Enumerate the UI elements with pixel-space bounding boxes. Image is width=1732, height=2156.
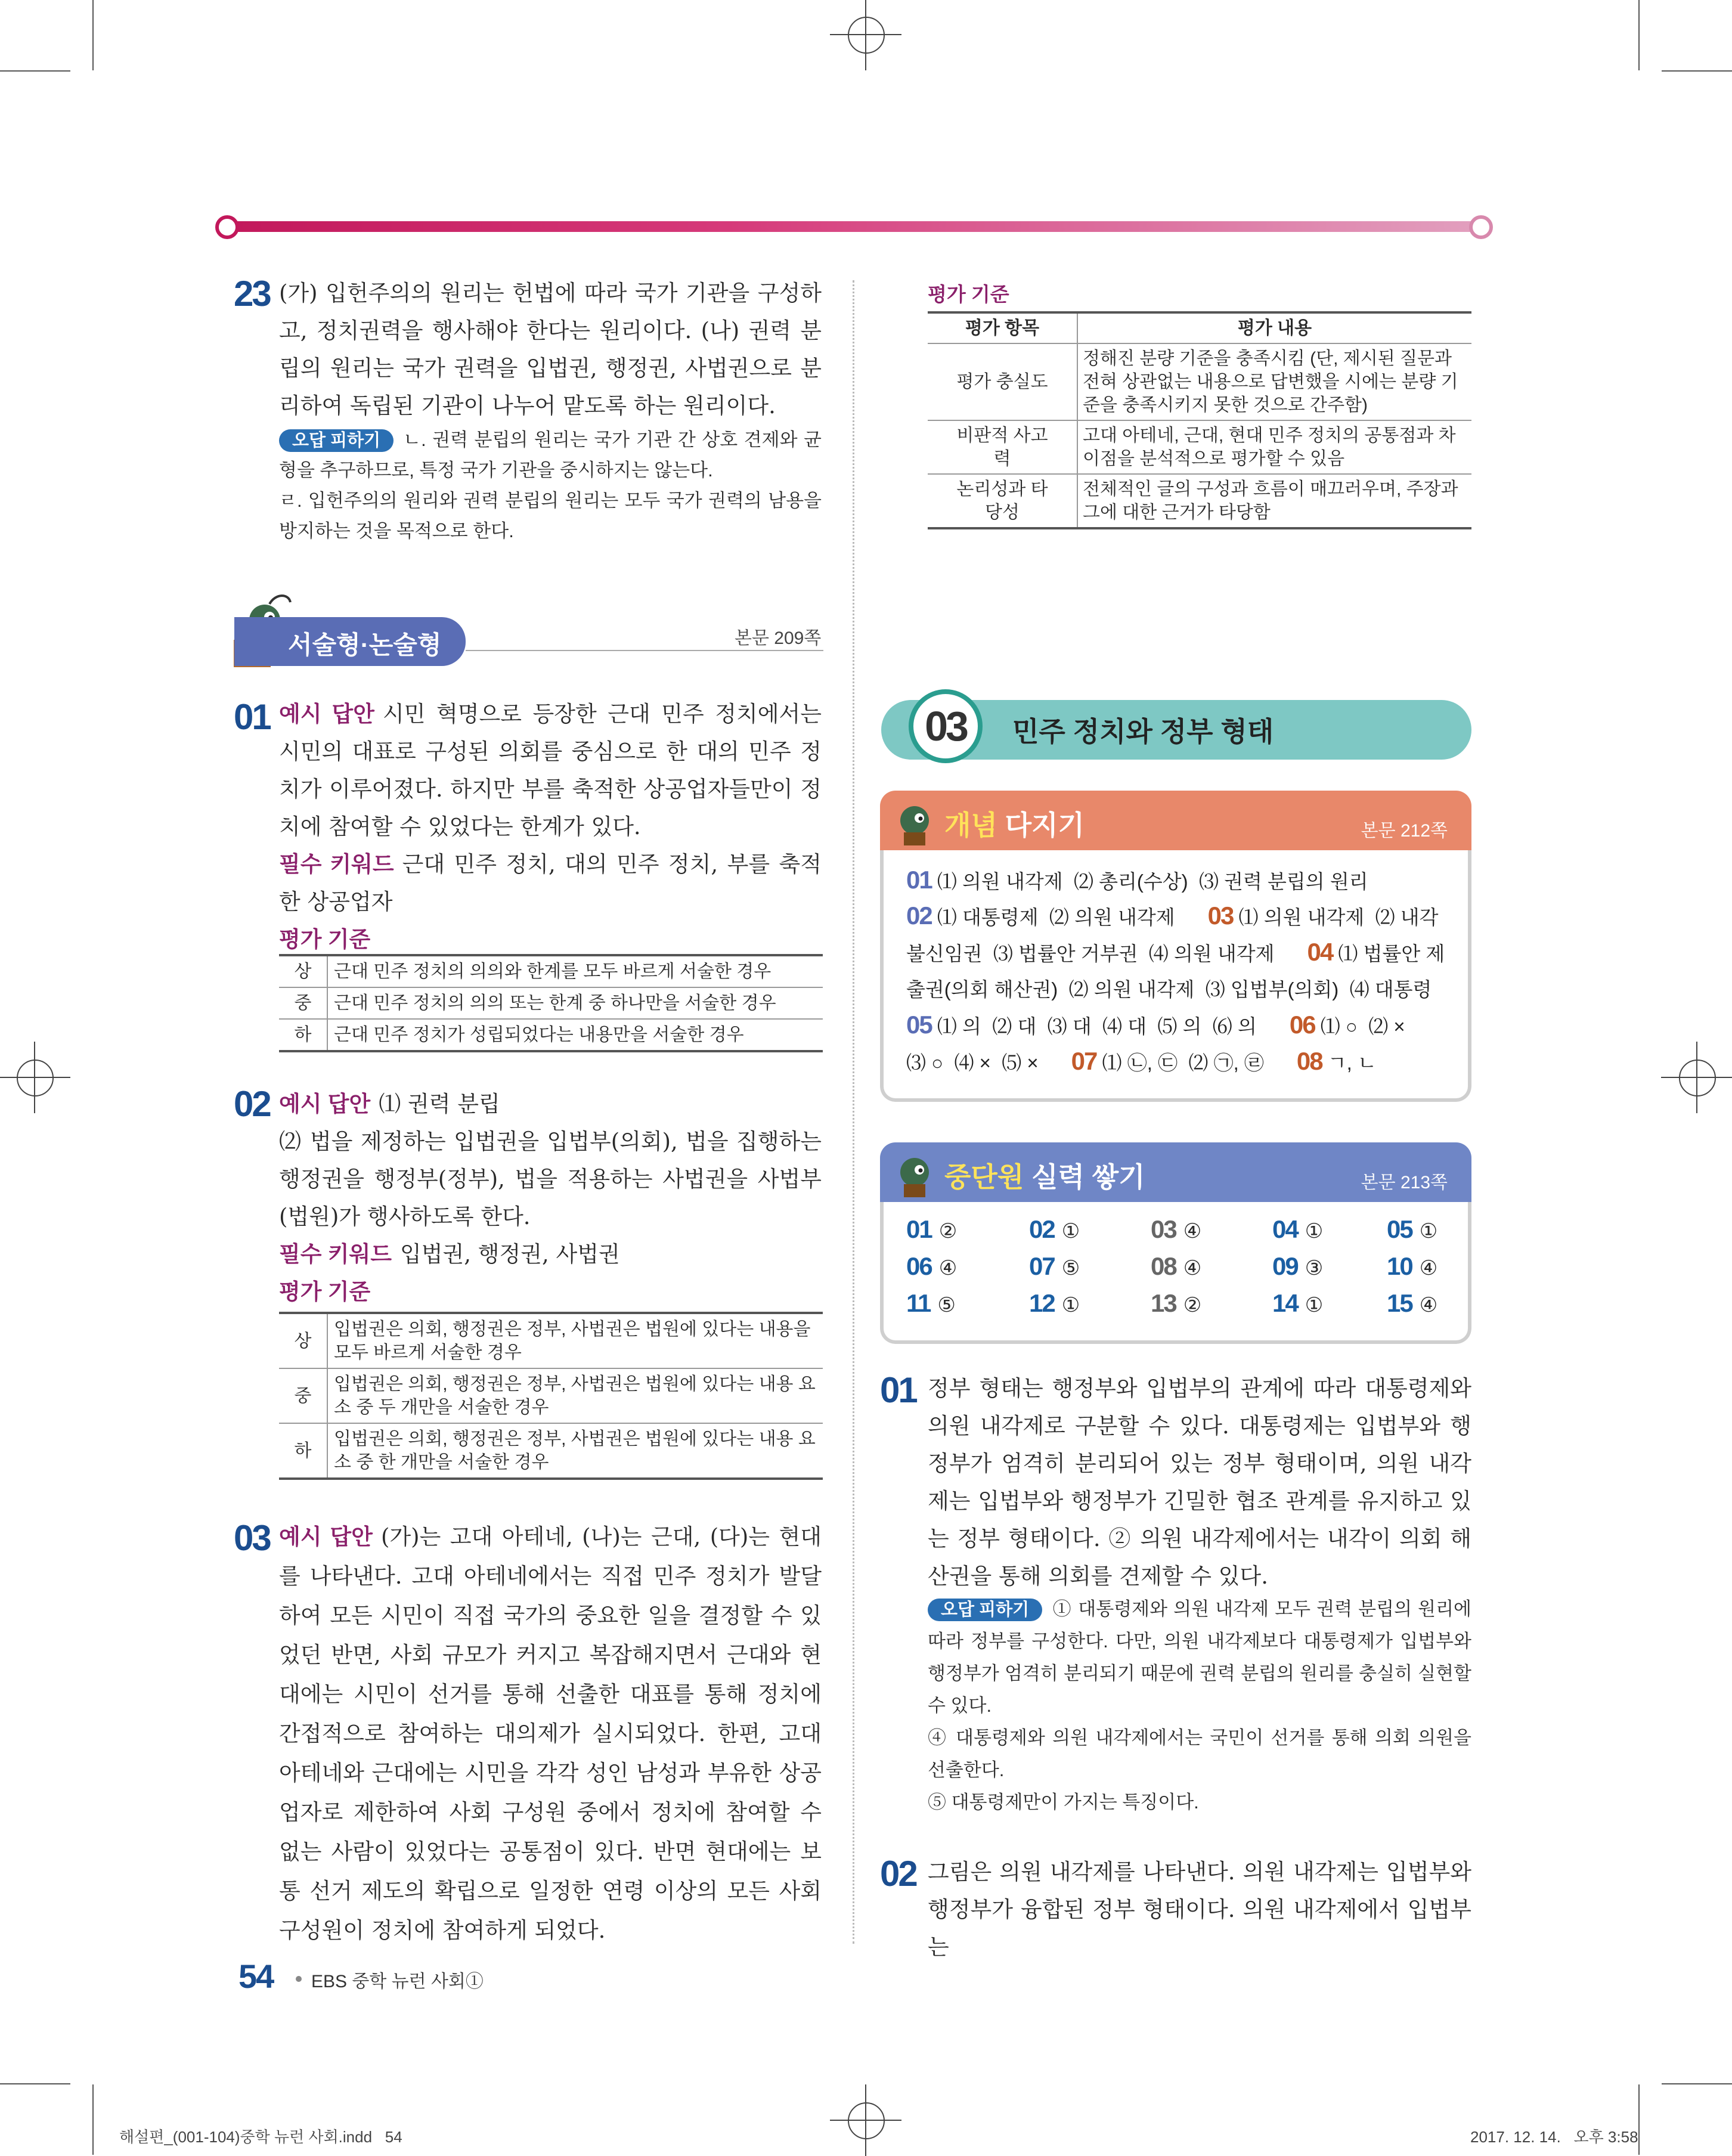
eval-table	[928, 311, 1471, 529]
answer-text: ⑴ 의원 내각제 ⑵ 총리(수상) ⑶ 권력 분립의 원리	[931, 871, 1368, 893]
midunit-answer	[1272, 1215, 1323, 1244]
table-row	[928, 420, 1471, 474]
answer-choice: ②	[1183, 1294, 1202, 1316]
table-row	[279, 1423, 823, 1479]
criteria-label: 평가 기준	[279, 1280, 371, 1304]
midunit-title: 중단원 실력 쌓기	[944, 1161, 1145, 1192]
answer-number: 12	[1029, 1289, 1055, 1317]
eval-item: 비판적 사고력	[928, 420, 1077, 474]
table-row	[279, 987, 823, 1019]
registration-mark	[0, 1042, 70, 1113]
concept-answer-line	[906, 1011, 1405, 1039]
concept-answer-line	[906, 938, 1445, 967]
midunit-header	[880, 1142, 1471, 1202]
e01-answer-text: 시민 혁명으로 등장한 근대 민주 정치에서는 시민의 대표로 구성된 의회를 중심으로 한 대의 민주 정치가 이루어졌다. 하지만 부를 축적한 상공업자들만이 정치에 참여할 수 있었다는 한계가 있다.	[279, 701, 822, 840]
answer-choice: ④	[1419, 1294, 1438, 1316]
mascot-icon	[891, 795, 938, 847]
book-title: EBS 중학 뉴런 사회①	[311, 1972, 484, 1991]
table-header-row	[928, 312, 1471, 343]
answer-number: 06	[906, 1252, 932, 1280]
unit-title: 민주 정치와 정부 형태	[1012, 716, 1274, 747]
q23-note	[279, 425, 822, 546]
answer-text: ㄱ, ㄴ	[1322, 1052, 1377, 1074]
midunit-answer	[1029, 1252, 1080, 1281]
print-stamp: 2017. 12. 14. 오후 3:58	[1470, 2128, 1638, 2146]
table-row	[279, 1019, 823, 1051]
page-number: 54	[238, 1957, 274, 1995]
answer-number: 03	[234, 1518, 270, 1558]
table-row	[279, 1368, 823, 1423]
e02-answer	[279, 1085, 822, 1311]
unit-number: 03	[909, 689, 983, 763]
answer-number: 10	[1387, 1252, 1412, 1280]
essay-section-title: 서술형·논술형	[288, 631, 442, 659]
level-cell: 중	[279, 987, 327, 1019]
e02-line1: ⑴ 권력 분립	[379, 1091, 500, 1117]
answer-choice: ①	[1419, 1220, 1438, 1243]
question-number: 23	[234, 274, 270, 314]
table-row	[928, 343, 1471, 420]
essay-section-line	[466, 650, 823, 651]
e02-line2: ⑵ 법을 제정하는 입법권을 입법부(의회), 법을 집행하는 행정권을 행정부(정부), 법을 적용하는 사법권을 사법부(법원)가 행사하도록 한다.	[279, 1129, 822, 1229]
eval-content: 정해진 분량 기준을 충족시킴 (단, 제시된 질문과 전혀 상관없는 내용으로 답변했을 시에는 분량 기준을 충족시키지 못한 것으로 간주함)	[1077, 343, 1471, 420]
eval-item: 논리성과 타당성	[928, 474, 1077, 528]
crop-mark	[1638, 2084, 1640, 2155]
answer-choice: ①	[1061, 1294, 1080, 1316]
answer-number: 01	[880, 1370, 916, 1410]
q23-note1: ㄴ. 권력 분립의 원리는 국가 기관 간 상호 견제와 균형을 추구하므로, 특정 국가 기관을 중시하지는 않는다.	[279, 429, 822, 481]
r01-note2: ④ 대통령제와 의원 내각제에서는 국민이 선거를 통해 의회 의원을 선출한다.	[928, 1727, 1471, 1780]
concept-answer-line	[906, 974, 1432, 1002]
answer-number: 02	[906, 902, 932, 930]
file-name: 해설편_(001-104)중학 뉴런 사회.indd 54	[119, 2128, 402, 2146]
answer-choice: ③	[1305, 1257, 1324, 1280]
answer-text: ⑴ ○ ⑵ ×	[1315, 1015, 1405, 1037]
column-divider	[853, 280, 854, 1944]
example-answer-label: 예시 답안	[279, 1092, 371, 1116]
answer-number: 09	[1272, 1252, 1298, 1280]
e01-answer	[279, 695, 822, 958]
table-row	[279, 1313, 823, 1368]
avoid-error-badge: 오답 피하기	[928, 1599, 1042, 1621]
concept-header	[880, 791, 1471, 850]
answer-number: 13	[1151, 1289, 1176, 1317]
eval-content: 고대 아테네, 근대, 현대 민주 정치의 공통점과 차이점을 분석적으로 평가할 수 있음	[1077, 420, 1471, 474]
header-content: 평가 내용	[1077, 312, 1471, 343]
answer-choice: ④	[1183, 1257, 1202, 1280]
answer-text: ⑶ ○ ⑷ × ⑸ ×	[906, 1052, 1071, 1074]
answer-choice: ②	[938, 1220, 958, 1243]
concept-title: 개념 다지기	[944, 810, 1085, 841]
concept-answer-line	[906, 1047, 1377, 1076]
criteria-cell: 근대 민주 정치가 성립되었다는 내용만을 서술한 경우	[327, 1019, 823, 1051]
e03-answer-text: (가)는 고대 아테네, (나)는 근대, (다)는 현대를 나타낸다. 고대 아테네에서는 직접 민주 정치가 발달하여 모든 시민이 직접 국가의 중요한 일을 결정할 수 있었던 반면, 사회 규모가 커지고 복잡해지면서 근대와 현대에는 시민이 선거를 통해 선출한 대표를 통해 정치에 간접적으로 참여하는 대의제가 실시되었다. 한편, 고대 아테네와 근대에는 시민을 각각 성인 남성과 부유한 상공업자로 제한하여 사회 구성원 중에서 정치에 참여할 수 없는 사람이 있었다는 공통점이 있다. 반면 현대에는 보통 선거 제도의 확립으로 일정한 연령 이상의 모든 사회 구성원이 정치에 참여하게 되었다.	[279, 1524, 822, 1943]
level-cell: 중	[279, 1368, 327, 1423]
midunit-answer	[906, 1289, 956, 1318]
e01-keywords: 근대 민주 정치, 대의 민주 정치, 부를 축적한 상공업자	[279, 851, 822, 915]
eval-item: 평가 충실도	[928, 343, 1077, 420]
registration-mark	[830, 0, 901, 70]
answer-number: 08	[1151, 1252, 1176, 1280]
criteria-cell: 입법권은 의회, 행정권은 정부, 사법권은 법원에 있다는 내용 요소 중 한 개만을 서술한 경우	[327, 1423, 823, 1479]
answer-number: 06	[1289, 1011, 1315, 1039]
midunit-answer	[1151, 1289, 1201, 1318]
crop-mark	[1638, 0, 1640, 70]
level-cell: 하	[279, 1019, 327, 1051]
keyword-label: 필수 키워드	[279, 852, 394, 876]
crop-mark	[1662, 70, 1732, 72]
answer-number: 14	[1272, 1289, 1298, 1317]
midunit-answer	[1151, 1252, 1201, 1281]
answer-text: ⑴ ㉡, ㉢ ⑵ ㉠, ㉣	[1096, 1052, 1297, 1074]
answer-choice: ⑤	[937, 1294, 956, 1316]
midunit-answer	[1387, 1289, 1437, 1318]
criteria-cell: 입법권은 의회, 행정권은 정부, 사법권은 법원에 있다는 내용을 모두 바르게 서술한 경우	[327, 1313, 823, 1368]
answer-number: 04	[1307, 938, 1333, 966]
answer-number: 02	[880, 1854, 916, 1894]
top-decorative-bar	[224, 221, 1485, 232]
answer-number: 08	[1296, 1047, 1322, 1075]
answer-text: 출권(의회 해산권) ⑵ 의원 내각제 ⑶ 입법부(의회) ⑷ 대통령	[906, 978, 1432, 1000]
level-cell: 하	[279, 1423, 327, 1479]
table-row	[279, 955, 823, 987]
eval-title: 평가 기준	[928, 283, 1009, 305]
midunit-answer	[1029, 1215, 1080, 1244]
q23-text: (가) 입헌주의의 원리는 헌법에 따라 국가 기관을 구성하고, 정치권력을 행사해야 한다는 원리이다. (나) 권력 분립의 원리는 국가 권력을 입법권, 행정권, 사법권으로 분리하여 독립된 기관이 나누어 맡도록 하는 원리이다.	[279, 280, 822, 419]
criteria-cell: 근대 민주 정치의 의의 또는 한계 중 하나만을 서술한 경우	[327, 987, 823, 1019]
concept-answer-line	[906, 902, 1439, 930]
midunit-answer	[1151, 1215, 1201, 1244]
midunit-page: 본문 213쪽	[1361, 1173, 1448, 1192]
answer-choice: ①	[1305, 1294, 1324, 1316]
midunit-answer	[906, 1252, 957, 1281]
essay-section-banner	[234, 617, 466, 666]
answer-choice: ①	[1305, 1220, 1324, 1243]
answer-number: 01	[906, 1215, 932, 1243]
answer-number: 05	[1387, 1215, 1412, 1243]
table-row	[928, 474, 1471, 528]
answer-number: 03	[1151, 1215, 1176, 1243]
crop-mark	[92, 2084, 94, 2155]
midunit-answer	[1272, 1289, 1323, 1318]
criteria-cell: 근대 민주 정치의 의의와 한계를 모두 바르게 서술한 경우	[327, 955, 823, 987]
e02-criteria-table	[279, 1312, 823, 1480]
answer-text: ⑴ 의 ⑵ 대 ⑶ 대 ⑷ 대 ⑸ 의 ⑹ 의	[931, 1015, 1290, 1037]
answer-choice: ⑤	[1061, 1257, 1080, 1280]
concept-page: 본문 212쪽	[1361, 821, 1448, 841]
header-item: 평가 항목	[928, 312, 1077, 343]
e03-answer	[279, 1517, 822, 1950]
e02-keywords: 입법권, 행정권, 사법권	[400, 1241, 620, 1267]
answer-number: 11	[906, 1289, 931, 1317]
midunit-answer	[1387, 1215, 1437, 1244]
concept-answer-line	[906, 866, 1368, 894]
level-cell: 상	[279, 955, 327, 987]
answer-number: 07	[1071, 1047, 1097, 1075]
registration-mark	[830, 2084, 901, 2156]
r01-note	[928, 1593, 1471, 1819]
answer-text: ⑴ 법률안 제	[1333, 943, 1445, 965]
registration-mark	[1661, 1042, 1732, 1113]
crop-mark	[1662, 2083, 1732, 2084]
r01-text: 정부 형태는 행정부와 입법부의 관계에 따라 대통령제와 의원 내각제로 구분할 수 있다. 대통령제는 입법부와 행정부가 엄격히 분리되어 있는 정부 형태이며, 의원 내각제는 입법부와 행정부가 긴밀한 협조 관계를 유지하고 있는 정부 형태이다. ② 의원 내각제에서는 내각이 의회 해산권을 통해 의회를 견제할 수 있다.	[928, 1376, 1471, 1589]
answer-number: 15	[1387, 1289, 1412, 1317]
answer-choice: ④	[938, 1257, 958, 1280]
crop-mark	[92, 0, 94, 70]
answer-text: ⑴ 대통령제 ⑵ 의원 내각제	[931, 906, 1208, 928]
answer-number: 05	[906, 1011, 932, 1039]
answer-number: 01	[906, 866, 932, 894]
example-answer-label: 예시 답안	[279, 702, 375, 726]
answer-number: 01	[234, 697, 270, 737]
r02-text: 그림은 의원 내각제를 나타낸다. 의원 내각제는 입법부와 행정부가 융합된 정부 형태이다. 의원 내각제에서 입법부는	[928, 1859, 1471, 1960]
example-answer-label: 예시 답안	[279, 1525, 373, 1549]
level-cell: 상	[279, 1313, 327, 1368]
eval-content: 전체적인 글의 구성과 흐름이 매끄러우며, 주장과 그에 대한 근거가 타당함	[1077, 474, 1471, 528]
answer-number: 03	[1207, 902, 1234, 930]
essay-section-page: 본문 209쪽	[735, 628, 822, 648]
e01-criteria-table	[279, 954, 823, 1052]
midunit-answer	[906, 1215, 957, 1244]
criteria-cell: 입법권은 의회, 행정권은 정부, 사법권은 법원에 있다는 내용 요소 중 두 개만을 서술한 경우	[327, 1368, 823, 1423]
crop-mark	[0, 2083, 70, 2084]
footer-dot	[296, 1976, 302, 1982]
keyword-label: 필수 키워드	[279, 1242, 392, 1266]
r01-note3: ⑤ 대통령제만이 가지는 특징이다.	[928, 1792, 1199, 1813]
r01-note1: ① 대통령제와 의원 내각제 모두 권력 분립의 원리에 따라 정부를 구성한다. 다만, 의원 내각제보다 대통령제가 입법부와 행정부가 엄격히 분리되기 때문에 권력 분립의 원리를 충실히 실현할 수 있다.	[928, 1599, 1471, 1716]
midunit-answer	[1029, 1289, 1080, 1318]
answer-choice: ①	[1061, 1220, 1080, 1243]
answer-text: ⑴ 의원 내각제 ⑵ 내각	[1233, 906, 1439, 928]
answer-choice: ④	[1183, 1220, 1202, 1243]
avoid-error-badge: 오답 피하기	[279, 429, 394, 452]
answer-number: 07	[1029, 1252, 1055, 1280]
answer-number: 02	[1029, 1215, 1055, 1243]
midunit-answer	[1387, 1252, 1437, 1281]
q23-note2: ㄹ. 입헌주의의 원리와 권력 분립의 원리는 모두 국가 권력의 남용을 방지하는 것을 목적으로 한다.	[279, 490, 822, 541]
crop-mark	[0, 70, 70, 72]
answer-choice: ④	[1419, 1257, 1438, 1280]
answer-number: 02	[234, 1084, 270, 1124]
midunit-answer	[1272, 1252, 1323, 1281]
answer-number: 04	[1272, 1215, 1298, 1243]
answer-text: 불신임권 ⑶ 법률안 거부권 ⑷ 의원 내각제	[906, 943, 1307, 965]
criteria-label: 평가 기준	[279, 927, 371, 952]
mascot-icon	[891, 1147, 938, 1198]
